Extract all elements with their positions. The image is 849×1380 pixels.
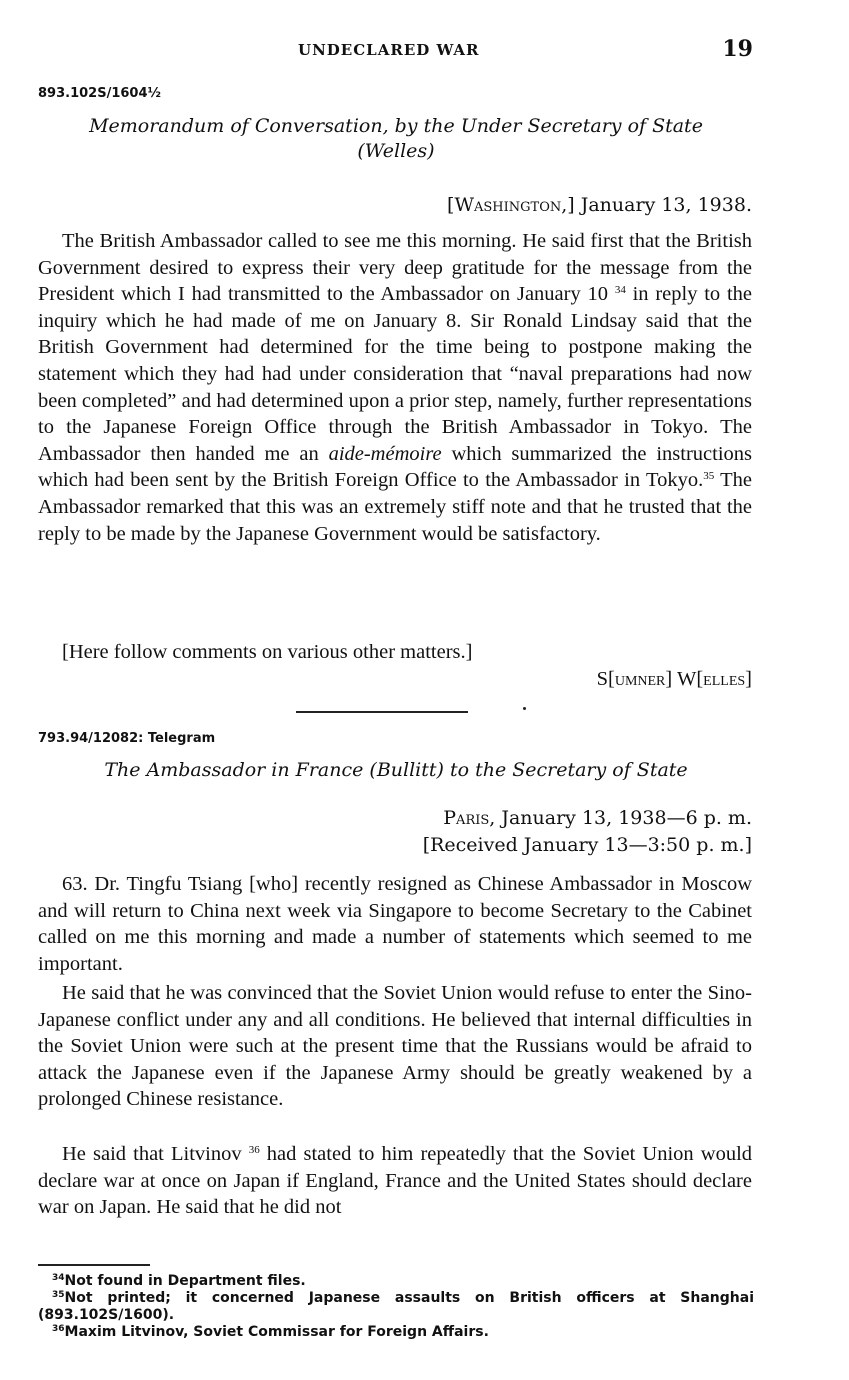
footnote-ref-34: 34 xyxy=(614,284,626,297)
page-number: 19 xyxy=(722,36,753,62)
telegram-text: had stated to him repeatedly that the Soviet Union would declare war at once on Japan if England, France and the United States should declare war on Japan. He said that he did not xyxy=(38,1143,753,1219)
document-title-1 xyxy=(40,114,752,164)
footnote-num: 36 xyxy=(52,1324,65,1334)
telegram-paragraph-2: He said that he was convinced that the Soviet Union would refuse to enter the Sino-Japanese conflict under any and all conditions. He believed that internal difficulties in the Soviet Union were such at the present time that the Russians would be afraid to attack the Japanese even if the Japanese Army should be greatly weakened by a prolonged Chinese resistance. xyxy=(38,982,752,1111)
signature-rest-s: umner xyxy=(614,668,666,690)
running-header xyxy=(0,36,849,64)
footnote-ref-35: 35 xyxy=(703,470,715,483)
dateline-1-place: Washington, xyxy=(454,194,568,216)
aide-memoire-term: aide-mémoire xyxy=(328,442,442,465)
memo-text: in reply to the inquiry which he had made of me on January 8. Sir Ronald Lindsay said that the British Government had determined for the time being to postpone making the statement which they had had under consideration that “naval preparations had now been completed” and had determined upon a prior step, namely, further representations to the Japanese Foreign Office through the British Ambassador in Tokyo. The Ambassador then handed me an xyxy=(38,283,753,465)
telegram-paragraph-3 xyxy=(38,1141,752,1221)
footnote-ref-36: 36 xyxy=(248,1144,260,1156)
dateline-2-date: January 13, 1938—6 p. m. xyxy=(495,807,752,829)
footnote-36 xyxy=(38,1324,754,1341)
signature-initial-w: W xyxy=(676,668,697,690)
dateline-2 xyxy=(443,806,752,831)
footnote-text: Maxim Litvinov, Soviet Commissar for Foreign Affairs. xyxy=(64,1324,489,1340)
footnote-text: Not printed; it concerned Japanese assaults on British officers at Shanghai (893.102S/1600). xyxy=(38,1290,754,1323)
telegram-paragraph-1: 63. Dr. Tingfu Tsiang [who] recently resigned as Chinese Ambassador in Moscow and will return to China next week via Singapore to become Secretary to the Cabinet called on me this morning and made a number of statements which seemed to me important. xyxy=(38,873,752,975)
footnote-34 xyxy=(38,1273,754,1290)
signature-initial-s: S xyxy=(596,668,608,690)
footnote-text: Not found in Department files. xyxy=(64,1273,306,1289)
document-title-1-line1: Memorandum of Conversation, by the Under Secretary of State xyxy=(89,115,703,137)
telegram-text: He said that Litvinov xyxy=(62,1143,242,1165)
footnote-rule xyxy=(38,1264,150,1266)
document-title-1-line2: (Welles) xyxy=(357,140,435,162)
memo-paragraph-2: [Here follow comments on various other matters.] xyxy=(62,641,473,663)
memo-text: The Ambassador remarked that this was an extremely stiff note and that he trusted that the reply to be made by the Japanese Government would be satisfactory. xyxy=(38,469,752,545)
received-line: [Received January 13—3:50 p. m.] xyxy=(422,834,752,856)
file-number-2-type: : Telegram xyxy=(138,731,216,746)
signature-rest-w: elles xyxy=(703,668,746,690)
dateline-2-place: Paris, xyxy=(443,807,496,829)
signature: S[umner] W[elles] xyxy=(596,668,752,690)
footnote-num: 35 xyxy=(52,1290,65,1300)
dateline-1: [Washington,] January 13, 1938. xyxy=(447,194,752,216)
memo-text: which summarized the instructions which had been sent by the British Foreign Office to the Ambassador in Tokyo. xyxy=(38,442,752,492)
document-title-2: The Ambassador in France (Bullitt) to the Secretary of State xyxy=(104,759,688,781)
running-title: UNDECLARED WAR xyxy=(298,41,480,59)
file-number-1: 893.102S/1604½ xyxy=(38,86,161,101)
section-divider xyxy=(296,711,468,713)
memo-text: The British Ambassador called to see me this morning. He said first that the British Government desired to express their very deep gratitude for the message from the President which I had transmitted to the Ambassador on January 10 xyxy=(38,230,752,306)
memo-paragraph-1 xyxy=(38,228,752,547)
divider-dot xyxy=(523,707,526,710)
footnote-35 xyxy=(38,1290,754,1324)
file-number-2-id: 793.94/12082 xyxy=(38,731,139,746)
footnote-num: 34 xyxy=(52,1273,65,1283)
file-number-2 xyxy=(38,731,215,746)
dateline-1-date: January 13, 1938. xyxy=(580,194,752,216)
